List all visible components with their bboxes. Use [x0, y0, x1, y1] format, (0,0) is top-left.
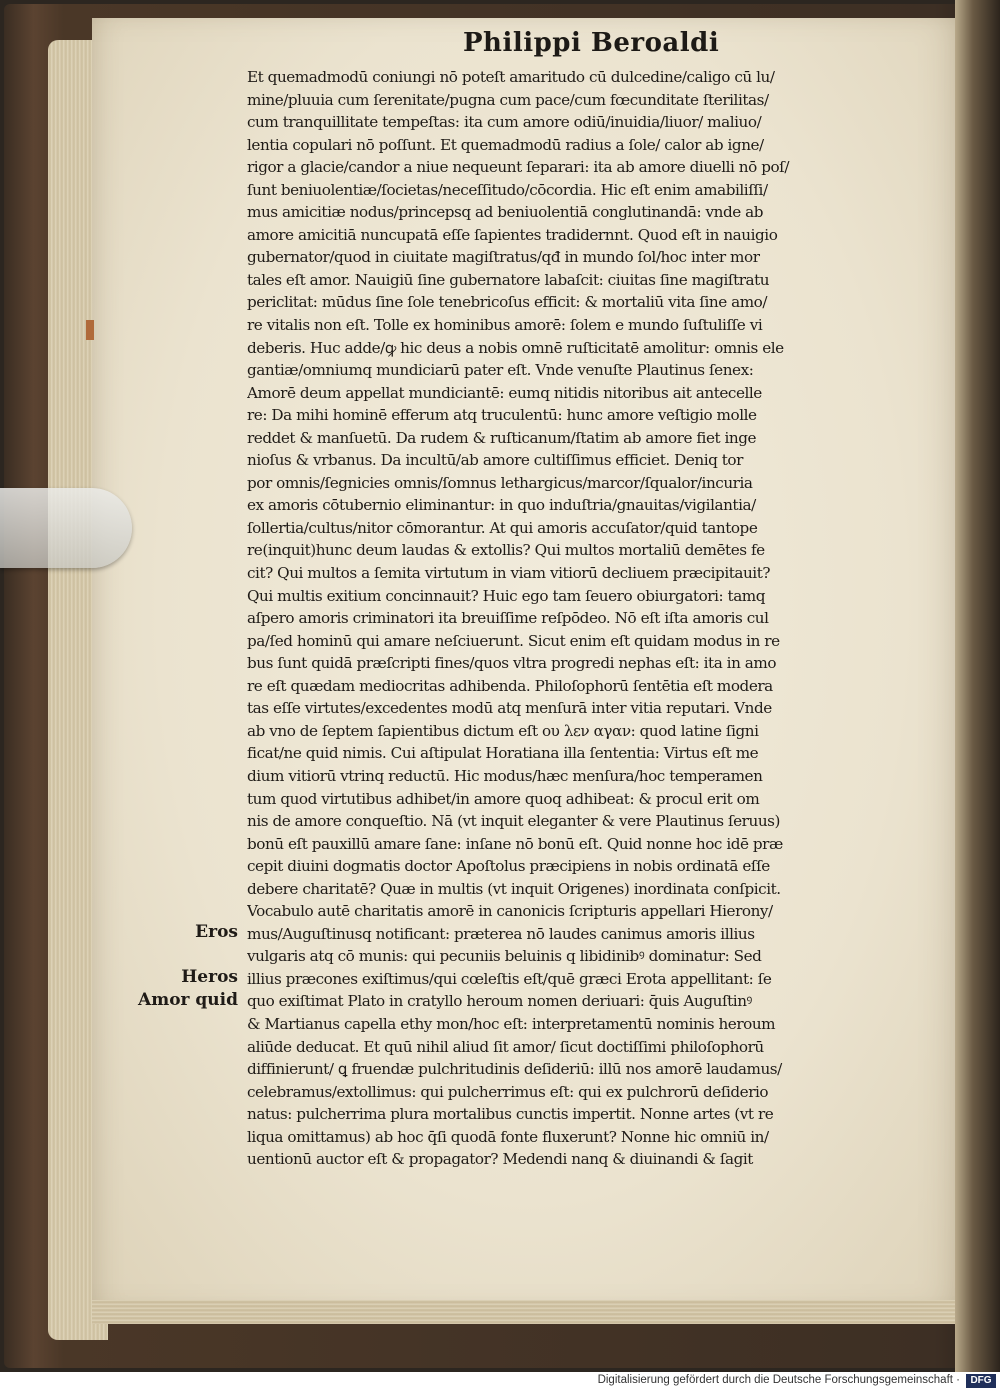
text-line: gubernator/quod in ciuitate magiſtratus/qđ in mundo ſol/hoc inter mor: [247, 248, 760, 267]
text-line: re(inquit)hunc deum laudas & extollis? Qui multos mortaliū demētes fe: [247, 541, 765, 560]
text-line: ab vno de ſeptem ſapientibus dictum eſt ου λεν αγαν: quod latine ſigni: [247, 721, 759, 740]
footer-bar: [0, 1372, 1000, 1391]
text-line: reddet & manſuetū. Da rudem & ruſticanum/ſtatim ab amore fiet inge: [247, 428, 757, 447]
text-line: tum quod virtutibus adhibet/in amore quoq adhibeat: & procul erit om: [247, 789, 760, 808]
text-line: re vitalis non eſt. Tolle ex hominibus amorē: ſolem e mundo ſuſtuliſſe vi: [247, 316, 763, 335]
text-line: Amorē deum appellat mundiciantē: eumq nitidis nitoribus ait antecelle: [247, 383, 762, 402]
text-line: Vocabulo autē charitatis amorē in canonicis ſcripturis appellari Hierony/: [247, 902, 773, 921]
text-line: ſunt beniuolentiæ/ſocietas/neceſſitudo/cōcordia. Hic eſt enim amabiliſſi/: [247, 180, 768, 199]
marginal-note-eros: Eros: [195, 922, 238, 942]
text-line: re: Da mihi hominē efferum atq truculentū: hunc amore veſtigio molle: [247, 406, 757, 425]
text-line: liqua omittamus) ab hoc q̄ſi quodā fonte fluxerunt? Nonne hic omniū in/: [247, 1127, 769, 1146]
marginal-note-heros: Heros: [181, 967, 238, 987]
footer-credit: Digitalisierung gefördert durch die Deutsche Forschungsgemeinschaft ·: [597, 1374, 960, 1386]
text-line: tales eſt amor. Nauigiū ſine gubernatore labaſcit: ciuitas ſine magiſtratu: [247, 270, 770, 289]
text-line: celebramus/extollimus: qui pulcherrimus eſt: qui ex pulchrorū deſiderio: [247, 1082, 769, 1101]
text-line: cepit diuini dogmatis doctor Apoſtolus præcipiens in nobis ordinatā eſſe: [247, 857, 770, 876]
text-line: Et quemadmodū coniungi nō poteſt amaritudo cū dulcedine/caligo cū lu/: [247, 68, 775, 86]
text-line: aliūde deducat. Et quū nihil aliud ſit amor/ ſicut doctiſſimi philoſophorū: [247, 1037, 764, 1056]
text-line: nis de amore conqueſtio. Nā (vt inquit eleganter & vere Plautinus ſeruus): [247, 812, 780, 831]
text-line: quo exiſtimat Plato in cratyllo heroum nomen deriuari: q̄uis Auguſtinꝰ: [247, 992, 752, 1011]
text-line: mus amicitiæ nodus/princepsq ad beniuolentiā conglutinandā: vnde ab: [247, 203, 764, 222]
running-header: Philippi Beroaldi: [463, 28, 720, 58]
text-line: por omnis/ſegnicies omnis/ſomnus lethargicus/marcor/ſqualor/incuria: [247, 473, 753, 492]
text-line: bonū eſt pauxillū amare ſane: inſane nō bonū eſt. Quid nonne hoc idē præ: [247, 834, 783, 853]
text-line: bus ſunt quidā præſcripti fines/quos vltra progredi nephas eſt: ita in amo: [247, 654, 777, 673]
text-line: ſollertia/cultus/nitor cōmorantur. At qui amoris accuſator/quid tantope: [247, 518, 758, 537]
text-line: dium vitiorū vtrinq reductū. Hic modus/hæc menſura/hoc temperamen: [247, 766, 763, 785]
text-line: nioſus & vrbanus. Da incultū/ab amore cultiſſimus efficiet. Deniq tor: [247, 451, 743, 470]
page-edges-bottom: [92, 1300, 972, 1324]
text-line: ex amoris cōtubernio eliminantur: in quo induſtria/gnauitas/vigilantia/: [247, 496, 756, 515]
text-line: deberis. Huc adde/ꝙ hic deus a nobis omnē ruſticitatē amolitur: omnis ele: [247, 338, 784, 357]
text-line: Qui multis exitium concinnauit? Huic ego tam ſeuero obiurgatori: tamq: [247, 586, 766, 605]
text-line: ficat/ne quid nimis. Cui aſtipulat Horatiana illa ſententia: Virtus eſt me: [247, 744, 759, 763]
text-line: rigor a glacie/candor a niue nequeunt ſeparari: ita ab amore diuelli nō poſ/: [247, 158, 790, 177]
body-text: [247, 66, 907, 1171]
page-holder-clip: [0, 488, 132, 568]
text-line: amore amicitiā nuncupatā eſſe ſapientes tradidernnt. Quod eſt in nauigio: [247, 225, 778, 244]
text-line: natus: pulcherrima plura mortalibus cunctis impertit. Nonne artes (vt re: [247, 1105, 774, 1124]
text-line: debere charitatē? Quæ in multis (vt inquit Origenes) inordinata conſpicit.: [247, 879, 781, 898]
text-line: cit? Qui multos a ſemita virtutum in viam vitiorū decliuem præcipitauit?: [247, 564, 771, 583]
text-line: cum tranquillitate tempeſtas: ita cum amore odiū/inuidia/liuor/ maliuo/: [247, 113, 762, 132]
text-line: gantiæ/omniumq mundiciarū pater eſt. Vnde venuſte Plautinus ſenex:: [247, 361, 754, 380]
page-marker-tab: [86, 320, 94, 340]
marginal-note-amor-quid: Amor quid: [138, 990, 238, 1010]
text-line: & Martianus capella ethy mon/hoc eſt: interpretamentū nominis heroum: [247, 1014, 776, 1033]
book-gutter: [955, 0, 1000, 1372]
text-line: vulgaris atq cō munis: qui pecuniis beluinis q libidinibꝰ dominatur: Sed: [247, 947, 762, 966]
text-line: uentionū auctor eſt & propagator? Medendi nanq & diuinandi & ſagit: [247, 1150, 753, 1169]
text-line: aſpero amoris criminatori ita breuiſſime reſpōdeo. Nō eſt iſta amoris cul: [247, 609, 769, 628]
dfg-logo: DFG: [966, 1374, 996, 1388]
text-line: illius præcones exiſtimus/qui cœleſtis eſt/quē græci Erota appellitant: ſe: [247, 969, 772, 988]
text-line: pa/ſed hominū qui amare neſciuerunt. Sicut enim eſt quidam modus in re: [247, 631, 780, 650]
text-line: diffinierunt/ ꝗ fruendæ pulchritudinis deſideriū: illū nos amorē laudamus/: [247, 1060, 782, 1079]
text-line: re eſt quædam mediocritas adhibenda. Philoſophorū ſentētia eſt modera: [247, 676, 773, 695]
text-line: periclitat: mūdus ſine ſole tenebricoſus efficit: & mortaliū vita ſine amo/: [247, 293, 768, 312]
text-line: lentia copulari nō poſſunt. Et quemadmodū radius a ſole/ calor ab igne/: [247, 135, 764, 154]
text-line: mine/pluuia cum ſerenitate/pugna cum pace/cum fœcunditate ſterilitas/: [247, 90, 769, 109]
text-line: tas eſſe virtutes/excedentes modū atq menſurā inter vitia reputari. Vnde: [247, 699, 772, 718]
text-line: mus/Auguſtinusq notificant: præterea nō laudes canimus amoris illius: [247, 924, 755, 943]
